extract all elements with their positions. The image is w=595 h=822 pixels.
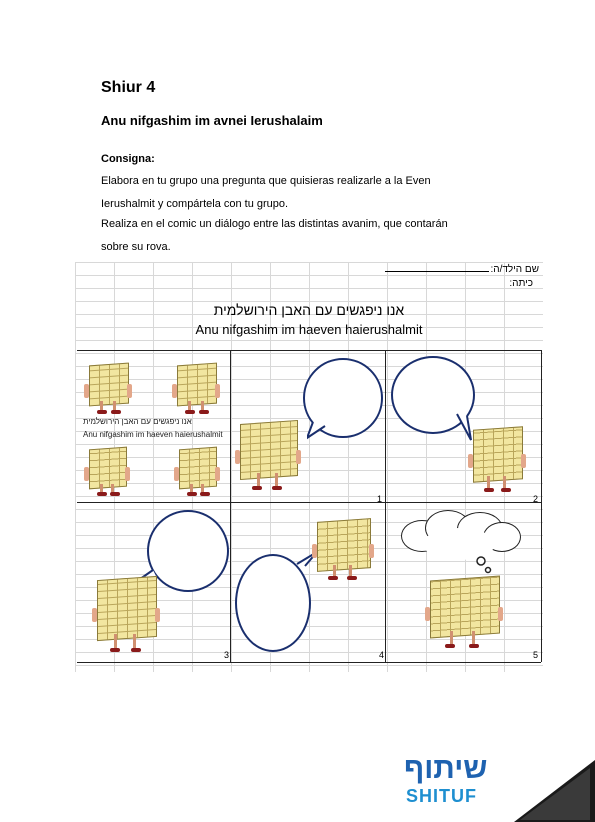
panel-number-2: 2 — [533, 494, 539, 504]
panel-border-middle — [77, 502, 541, 503]
stone-character — [473, 428, 521, 490]
shituf-logo-hebrew: שיתוף — [404, 752, 488, 785]
speech-bubble-tail — [307, 420, 331, 440]
name-underline — [385, 271, 489, 272]
panel-number-3: 3 — [224, 650, 230, 660]
worksheet-title-latin: Anu nifgashim im haeven haierushalmit — [195, 322, 423, 337]
page-title: Shiur 4 — [101, 79, 156, 96]
panel-border-bottom — [77, 662, 541, 663]
panel-side-text-latin: Anu nifgashim im haeven haierushalmit — [83, 430, 223, 439]
instruction-line-2: Ierushalmit y compártela con tu grupo. — [101, 198, 289, 210]
page-number-badge — [510, 760, 595, 822]
speech-bubble[interactable] — [235, 554, 311, 652]
stone-character — [317, 520, 369, 578]
panel-divider-2 — [385, 350, 386, 662]
instruction-label: Consigna: — [101, 153, 155, 165]
speech-bubble-tail — [455, 412, 475, 442]
panel-number-1: 1 — [377, 494, 383, 504]
stone-character — [430, 578, 498, 646]
panel-divider-1 — [230, 350, 231, 662]
instruction-line-4: sobre su rova. — [101, 241, 171, 253]
panel-side-text-hebrew: אנו ניפגשים עם האבן הירושלמית — [83, 417, 192, 426]
shituf-logo-latin: SHITUF — [406, 786, 477, 806]
panel-number-5: 5 — [533, 650, 539, 660]
panel-border-right — [541, 350, 542, 662]
stone-character — [177, 364, 215, 412]
panel-border-top — [77, 350, 541, 351]
worksheet-header — [75, 262, 543, 350]
panel-number-4: 4 — [379, 650, 385, 660]
lesson-subtitle: Anu nifgashim im avnei Ierushalaim — [101, 113, 323, 128]
name-label: שם הילד/ה: — [490, 264, 539, 275]
class-label: כיתה: — [509, 278, 533, 289]
stone-character — [89, 448, 125, 494]
speech-bubble[interactable] — [147, 510, 229, 592]
stone-character — [240, 422, 296, 488]
stone-character — [89, 364, 127, 412]
thought-cloud[interactable] — [393, 508, 521, 560]
page-number: 13 — [531, 772, 550, 791]
instruction-line-1: Elabora en tu grupo una pregunta que quisieras realizarle a la Even — [101, 175, 431, 187]
instruction-line-3: Realiza en el comic un diálogo entre las distintas avanim, que contarán — [101, 218, 448, 230]
worksheet-title-hebrew: אנו ניפגשים עם האבן הירושלמית — [213, 302, 405, 318]
thought-dots — [475, 556, 495, 576]
comic-worksheet — [75, 262, 543, 672]
stone-character — [179, 448, 215, 494]
stone-character — [97, 578, 155, 650]
